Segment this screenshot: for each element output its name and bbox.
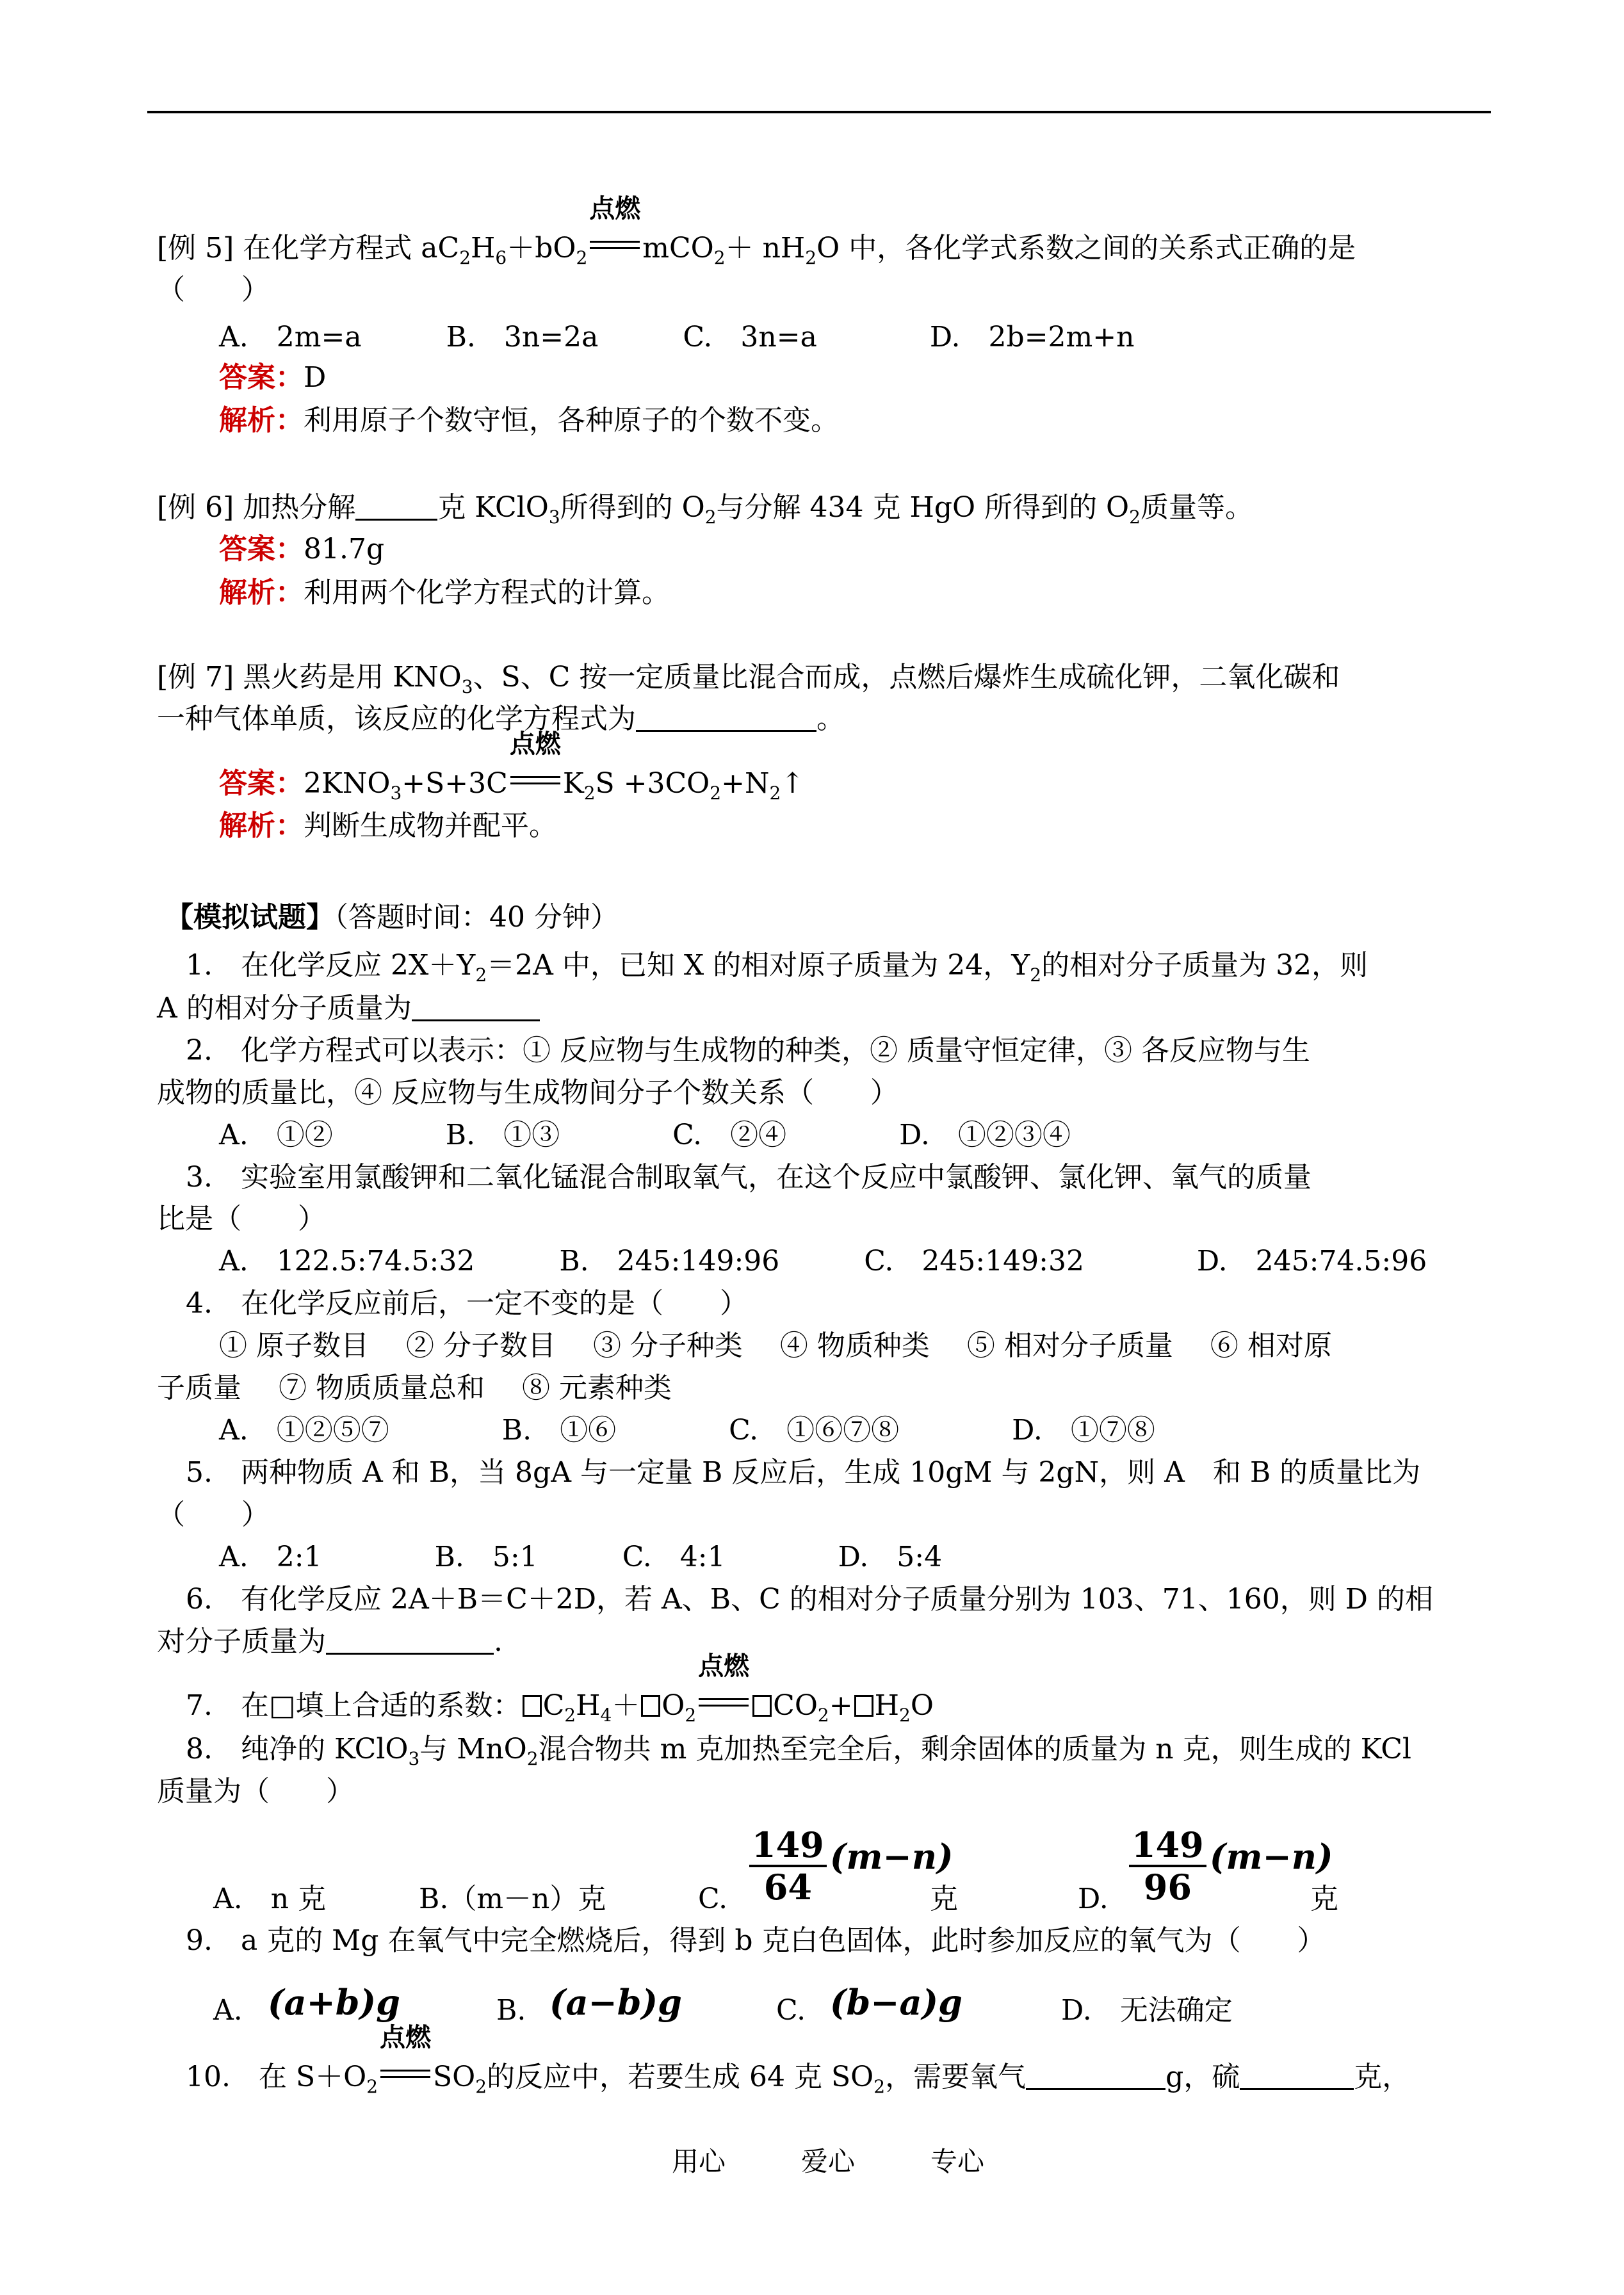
q8-line1: 8. 纯净的 KClO$_3$与 MnO$_2$混合物共 m 克加热至完全后，剩余固体的质量为 n 克，则生成的 KCl xyxy=(186,1733,1411,1769)
ex7-line1: [例 7] 黑火药是用 $KNO_3$、S、C 按一定质量比混合而成，点燃后爆炸生成硫化钾，二氧化碳和 xyxy=(157,661,1340,697)
q9-optA: A. xyxy=(213,1994,243,2027)
blank xyxy=(1026,2065,1165,2090)
blank xyxy=(355,496,437,521)
q3-options: A. 122.5:74.5:32 B. 245:149:96 C. 245:149:32 D. 245:74.5:96 xyxy=(219,1245,1427,1277)
q9-optD: D. 无法确定 xyxy=(1061,1994,1233,2027)
q4-line1: 4. 在化学反应前后，一定不变的是（ ） xyxy=(186,1287,748,1320)
page-footer: 用心 爱心 专心 xyxy=(672,2146,985,2177)
reaction-arrow: 点燃 xyxy=(378,2061,433,2089)
q4-line2: ① 原子数目 ② 分子数目 ③ 分子种类 ④ 物质种类 ⑤ 相对分子质量 ⑥ 相对原 xyxy=(219,1329,1332,1362)
q3-line2: 比是（ ） xyxy=(157,1203,326,1235)
ex6-answer: 答案：81.7g xyxy=(219,533,385,565)
q6-line2: 对分子质量为 . xyxy=(157,1625,503,1658)
q9-line1: 9. a 克的 Mg 在氧气中完全燃烧后，得到 b 克白色固体，此时参加反应的氧气为（ ） xyxy=(186,1924,1326,1957)
section-header: 【模拟试题】（答题时间：40 分钟） xyxy=(165,901,619,934)
blank xyxy=(1240,2065,1354,2090)
q1-line2: A 的相对分子质量为 xyxy=(157,989,540,1028)
q9-optB: B. xyxy=(496,1994,526,2027)
q5-options: A. 2:1 B. 5:1 C. 4:1 D. 5:4 xyxy=(219,1541,943,1573)
reaction-arrow: 点燃 xyxy=(508,767,563,795)
header-rule xyxy=(147,111,1491,113)
q4-line3: 子质量 ⑦ 物质质量总和 ⑧ 元素种类 xyxy=(157,1372,672,1404)
q8-optB: B.（m－n）克 xyxy=(419,1883,606,1915)
ex7-answer: 答案：$2KNO_3+S+3C$ 点燃 $K_2S$ $+3CO_2+N_2↑$ xyxy=(219,729,805,804)
reaction-arrow: 点燃 xyxy=(587,232,642,260)
q9-exprB: (a−b)g xyxy=(549,1982,682,2023)
q9-optC: C. xyxy=(776,1994,806,2027)
ex7-line2: 一种气体单质，该反应的化学方程式为 。 xyxy=(157,702,845,735)
q8-fraction-c: $\frac{149}{64}$ (m−n) xyxy=(749,1825,954,1907)
ex6-analysis: 解析：利用两个化学方程式的计算。 xyxy=(219,576,670,609)
ex5-line2: （ ） xyxy=(157,273,270,306)
q8-optC: C. xyxy=(698,1883,728,1915)
ex5-line1: [例 5] 在化学方程式 $aC_2H_6+bO_2$ 点燃 $mCO_2+ nH_2O$ 中，各化学式系数之间的关系式正确的是 xyxy=(157,193,1356,268)
q2-options: A. ①② B. ①③ C. ②④ D. ①②③④ xyxy=(219,1119,1071,1151)
q9-exprA: (a+b)g xyxy=(268,1982,400,2023)
coef-box xyxy=(523,1695,542,1717)
ex5-analysis: 解析：利用原子个数守恒，各种原子的个数不变。 xyxy=(219,404,839,437)
q8-line2: 质量为（ ） xyxy=(157,1775,354,1808)
coef-box xyxy=(854,1695,873,1717)
q6-line1: 6. 有化学反应 2A＋B＝C＋2D，若 A、B、C 的相对分子质量分别为 103、71、160，则 D 的相 xyxy=(186,1583,1433,1616)
q8-optD: D. xyxy=(1078,1883,1108,1915)
q5-line1: 5. 两种物质 A 和 B，当 8gA 与一定量 B 反应后，生成 10gM 与 2gN，则 A 和 B 的质量比为 xyxy=(186,1456,1421,1489)
ex6-line1: [例 6] 加热分解 克 KClO$_3$所得到的 $O_2$与分解 434 克 HgO 所得到的 $O_2$质量等。 xyxy=(157,491,1253,528)
q3-line1: 3. 实验室用氯酸钾和二氧化锰混合制取氧气，在这个反应中氯酸钾、氯化钾、氧气的质量 xyxy=(186,1161,1311,1194)
q1-line1: 1. 在化学反应 $2X+Y_2=2A$ 中，已知 X 的相对原子质量为 24，$Y_2$的相对分子质量为 32，则 xyxy=(186,949,1368,985)
ex5-answer: 答案：D xyxy=(219,361,327,394)
q2-line1: 2. 化学方程式可以表示：① 反应物与生成物的种类，② 质量守恒定律，③ 各反应物与生 xyxy=(186,1034,1310,1067)
q10-line: 10. 在 $S+O_2$ 点燃 $SO_2$的反应中，若要生成 64 克 $SO_2$，需要氧气 g，硫 克， xyxy=(186,2022,1411,2097)
q8-unit-c: 克 xyxy=(930,1883,958,1915)
q5-line2: （ ） xyxy=(157,1498,270,1531)
blank xyxy=(326,1630,494,1655)
q8-unit-d: 克 xyxy=(1310,1883,1338,1915)
q8-optA: A. n 克 xyxy=(213,1883,327,1915)
ex7-analysis: 解析：判断生成物并配平。 xyxy=(219,809,557,842)
blank xyxy=(412,996,540,1021)
q4-options: A. ①②⑤⑦ B. ①⑥ C. ①⑥⑦⑧ D. ①⑦⑧ xyxy=(219,1414,1155,1447)
reaction-arrow: 点燃 xyxy=(696,1689,751,1717)
blank xyxy=(636,707,816,732)
q8-fraction-d: $\frac{149}{96}$ (m−n) xyxy=(1129,1825,1333,1907)
q7-line: 7. 在□填上合适的系数： $C_2H_4+ O_2$ 点燃 $CO_2+ H_2O$ xyxy=(186,1651,934,1726)
ex5-options: A. 2m=a B. 3n=2a C. 3n=a D. 2b=2m+n xyxy=(219,321,1135,353)
q9-exprC: (b−a)g xyxy=(830,1982,962,2023)
coef-box xyxy=(752,1695,772,1717)
q2-line2: 成物的质量比，④ 反应物与生成物间分子个数关系（ ） xyxy=(157,1076,898,1109)
coef-box xyxy=(641,1695,660,1717)
